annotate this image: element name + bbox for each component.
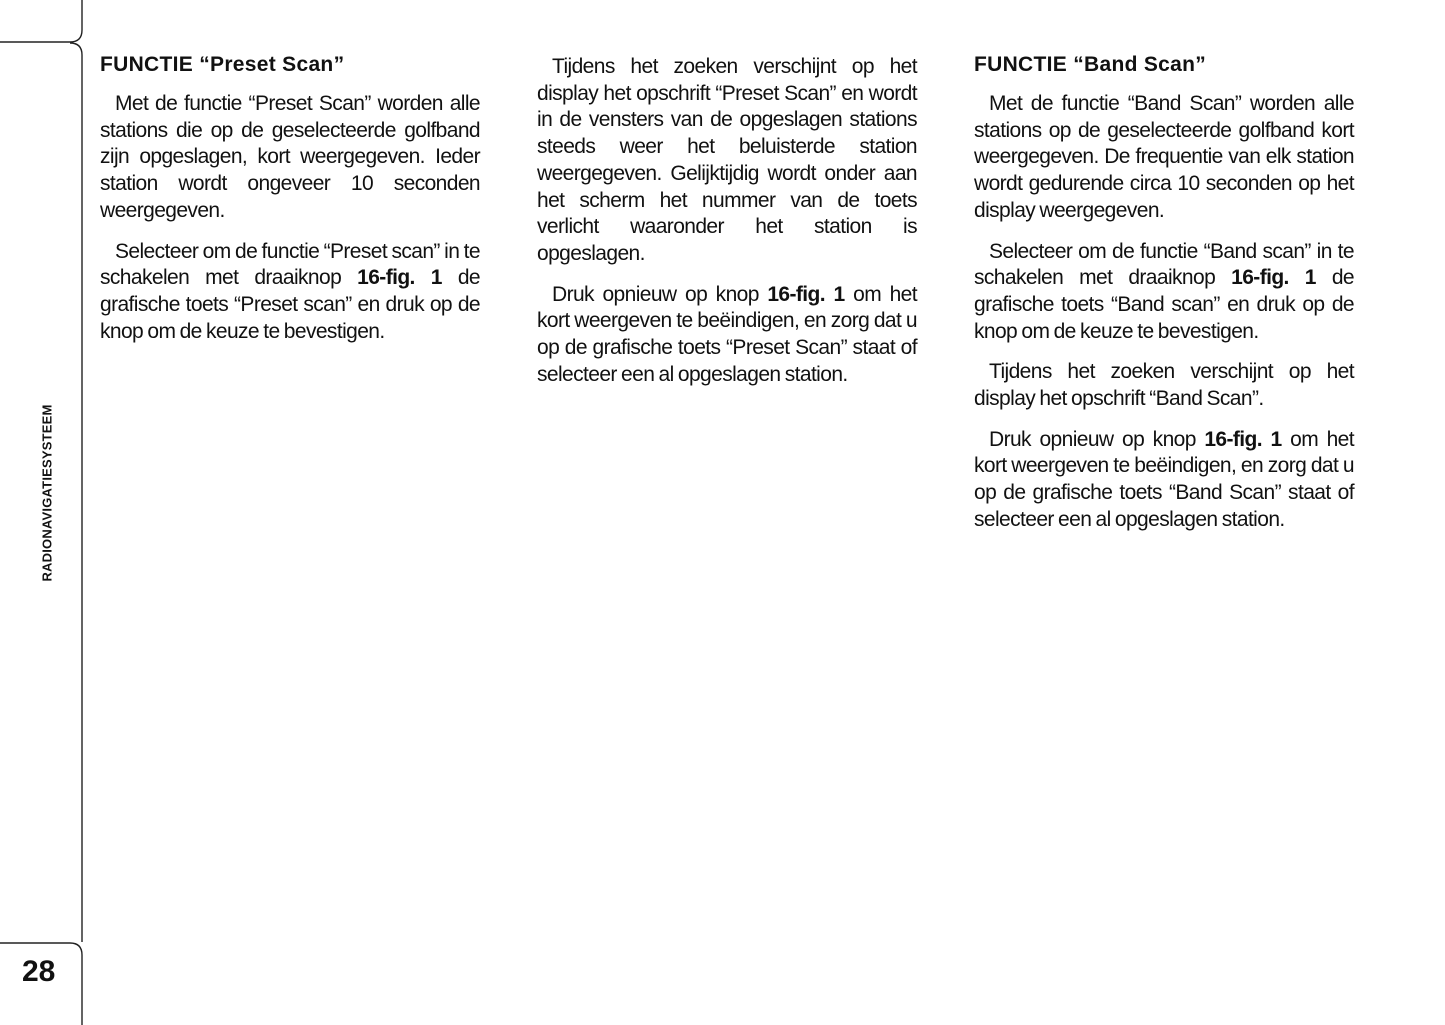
- column-2: [537, 52, 917, 402]
- paragraph: Druk opnieuw op knop 16-fig. 1 om het kort weergeven te beëindigen, en zorg dat u op de grafische toets “Band Scan” staat of selecteer een al opgeslagen station.: [974, 427, 1354, 531]
- page-number: 28: [22, 955, 56, 988]
- figure-reference: 16-fig. 1: [357, 266, 442, 290]
- paragraph: Druk opnieuw op knop 16-fig. 1 om het kort weergeven te beëindigen, en zorg dat u op de grafische toets “Preset Scan” staat of selecteer een al opgeslagen station.: [537, 282, 917, 386]
- column-1: [100, 52, 480, 359]
- column-3: [974, 52, 1354, 548]
- paragraph: Tijdens het zoeken verschijnt op het display het opschrift “Band Scan”.: [974, 360, 1354, 411]
- figure-reference: 16-fig. 1: [1231, 266, 1316, 290]
- paragraph: Selecteer om de functie “Band scan” in te schakelen met draaiknop 16-fig. 1 de grafische toets “Band scan” en druk op de knop om de keuze te bevestigen.: [974, 239, 1354, 343]
- section-label: RADIONAVIGATIESYSTEEM: [39, 404, 55, 582]
- heading-preset-scan: FUNCTIE “Preset Scan”: [100, 53, 345, 76]
- paragraph: Tijdens het zoeken verschijnt op het display het opschrift “Preset Scan” en wordt in de vensters van de opgeslagen stations steeds weer het beluisterde station weergegeven. Gelijktijdig wordt onder aan het scherm het nummer van de toets verlicht waaronder het station is opgeslagen.: [537, 55, 917, 265]
- figure-reference: 16-fig. 1: [767, 282, 845, 306]
- figure-reference: 16-fig. 1: [1204, 427, 1282, 451]
- paragraph: Met de functie “Band Scan” worden alle stations op de geselecteerde golfband kort weergegeven. De frequentie van elk station wordt gedurende circa 10 seconden op het display weergegeven.: [974, 92, 1354, 222]
- paragraph: Met de functie “Preset Scan” worden alle stations die op de geselecteerde golfband zijn opgeslagen, kort weergegeven. Ieder station wordt ongeveer 10 seconden weergegeven.: [100, 92, 480, 222]
- paragraph: Selecteer om de functie “Preset scan” in te schakelen met draaiknop 16-fig. 1 de grafische toets “Preset scan” en druk op de knop om de keuze te bevestigen.: [100, 239, 480, 343]
- heading-band-scan: FUNCTIE “Band Scan”: [974, 53, 1207, 76]
